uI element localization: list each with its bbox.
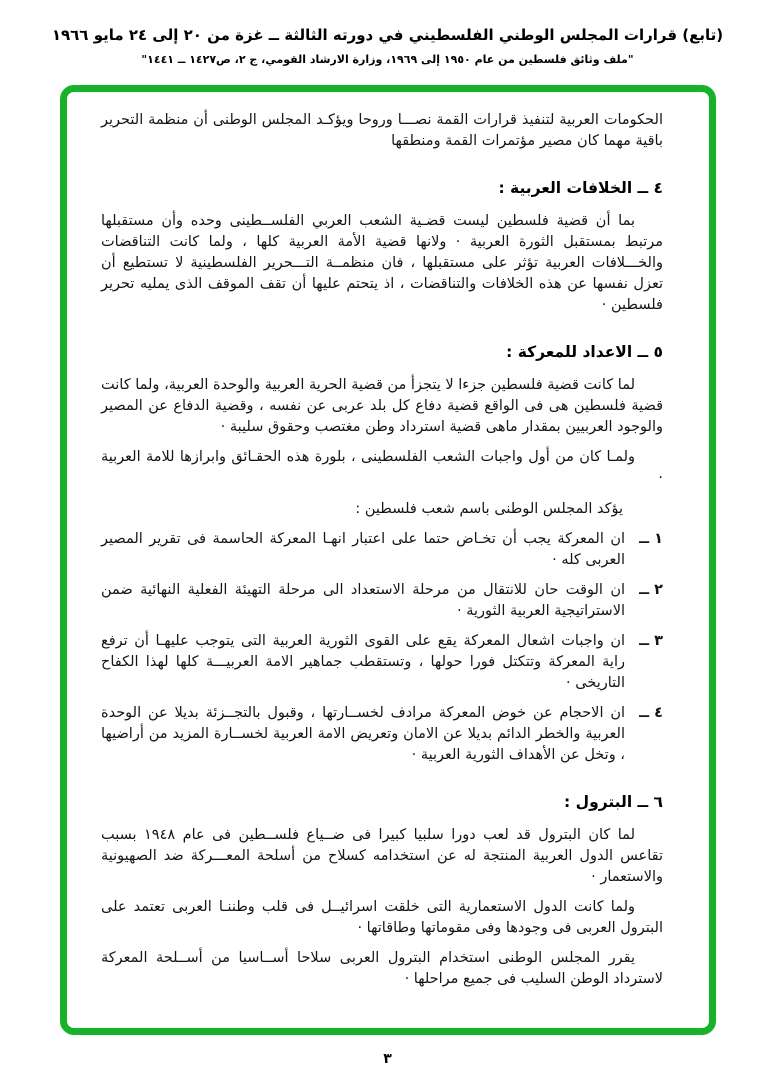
paragraph: لما كان البترول قد لعب دورا سلبيا كبيرا فى ضــياع فلســطين فى عام ١٩٤٨ بسبب تقاعس الدول العربية المنتجة له عن استخدامه كسلاح من أسلحة المعـــركة ضد الصهيونية والاستعمار · [101,827,663,885]
list-item-number: ٤ ــ [639,705,663,721]
list-item [101,580,663,622]
paragraph: يؤكد المجلس الوطنى باسم شعب فلسطين : [355,501,623,517]
list-item-text: ان المعركة يجب أن تخـاض حتما على اعتبار انهـا المعركة الحاسمة فى تقرير المصير العربى كله · [101,531,625,568]
document-body [101,110,663,990]
list-item [101,529,663,571]
list-item-number: ١ ــ [639,531,663,547]
list-item-text: ان واجبات اشعال المعركة يقع على القوى الثورية العربية التى يتوجب عليهـا أن ترفع راية المعركة وتتكتل فورا حولها ، وتستقطب جماهير الامة العربيـــة كلها لهذا الكفاح التاريخى · [101,633,625,691]
paragraph: الحكومات العربية لتنفيذ قرارات القمة نصـــا وروحا ويؤكـد المجلس الوطنى أن منظمة التحرير باقية مهما كان مصير مؤتمرات القمة ومنطقها [101,112,663,149]
paragraph: لما كانت قضية فلسطين جزءا لا يتجزأ من قضية الحرية العربية والوحدة العربية، ولما كانت قضية فلسطين هى فى الواقع قضية دفاع كل بلد عربى عن نفسه ، وقضية الدفاع عن المصير والوجود العربيين بمقدار ماهى قضية استرداد وطن مغتصب وحقوق سليبة · [101,377,663,435]
list-item-number: ٢ ــ [639,582,663,598]
list-item-number: ٣ ــ [639,633,663,649]
list-item [101,703,663,766]
page-number: ٣ [383,1051,392,1067]
paragraph: ولمـا كان من أول واجبات الشعب الفلسطينى ، بلورة هذه الحقـائق وابرازها للامة العربية · [101,449,663,486]
paragraph: يقرر المجلس الوطنى استخدام البترول العربى سلاحا أســاسيا من أســلحة المعركة لاسترداد الوطن السليب فى جميع مراحلها · [101,950,663,987]
list-item-text: ان الاحجام عن خوض المعركة مرادف لخســارتها ، وقبول بالتجــزئة بديلا عن الوحدة العربية والخطر الدائم بديلا عن الامان وتعريض الامة العربية لخســارة المزيد من أراضيها ، وتخل عن الأهداف الثورية العربية · [101,705,625,763]
list-item [101,631,663,694]
section-heading: ٤ ــ الخلافات العربية : [498,179,663,197]
paragraph: بما أن قضية فلسطين ليست قضـية الشعب العربي الفلســطينى وحده وأن مستقبلها مرتبط بمستقبل الثورة العربية · ولانها قضية الأمة العربية كلها ، ولما كانت التناقضات والخـــلافات العربية تؤثر على مستقبلها ، فان منظمــة التـــحرير الفلسطينية لا تستطيع أن تعزل نفسها عن هذه الخلافات والتناقضات ، اذ يتحتم عليها أن تقف الموقف الذى يمليه تحرير فلسطين · [101,213,663,313]
document-source-citation: "ملف وثائق فلسطين من عام ١٩٥٠ إلى ١٩٦٩، وزارة الارشاد القومي، ج ٢، ص١٤٢٧ ــ ١٤٤١" [141,53,634,66]
section-heading: ٦ ــ البترول : [564,793,663,811]
section-heading: ٥ ــ الاعداد للمعركة : [506,343,663,361]
document-title: (تابع) قرارات المجلس الوطني الفلسطيني في دورته الثالثة ــ غزة من ٢٠ إلى ٢٤ مايو ١٩٦٦ [51,26,724,44]
paragraph: ولما كانت الدول الاستعمارية التى خلقت اسرائيــل فى قلب وطننـا العربى تعتمد على البترول العربى فى وجودها وفى مقوماتها وطاقاتها · [101,899,663,936]
document-header [0,0,775,67]
list-item-text: ان الوقت حان للانتقال من مرحلة الاستعداد الى مرحلة التهيئة الفعلية النهائية ضمن الاستراتيجية العربية الثورية · [101,582,625,619]
green-border-box [60,85,716,1035]
